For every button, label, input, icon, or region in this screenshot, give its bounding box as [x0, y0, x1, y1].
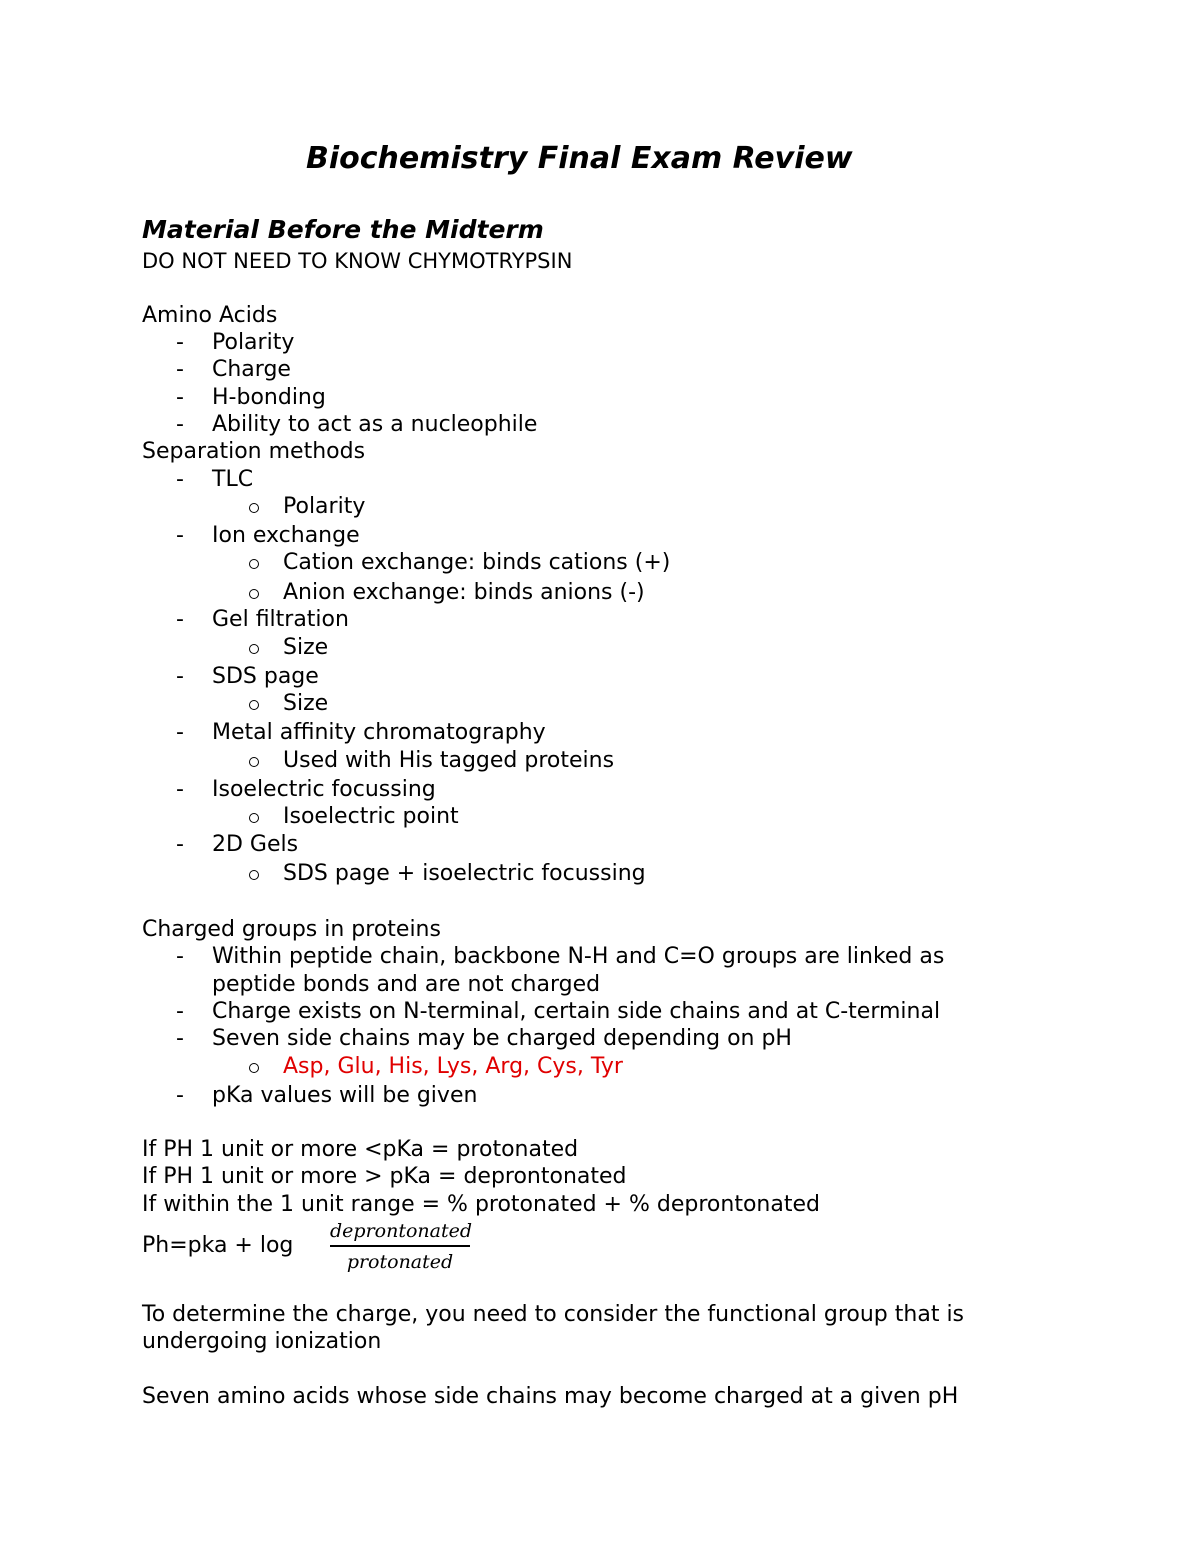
- bullet-dash-icon: -: [176, 385, 184, 410]
- protonation-rule: If within the 1 unit range = % protonated + % deprontonated: [142, 1192, 820, 1217]
- paragraph-line: To determine the charge, you need to consider the functional group that is: [142, 1302, 965, 1327]
- separation-method: Metal affinity chromatography: [212, 720, 546, 745]
- equation-denominator: protonated: [346, 1250, 454, 1273]
- amino-acid-property: Charge: [212, 357, 291, 382]
- separation-method: 2D Gels: [212, 832, 299, 857]
- bullet-dash-icon: -: [176, 832, 184, 857]
- bullet-dash-icon: -: [176, 412, 184, 437]
- bullet-circle-icon: [249, 813, 259, 823]
- bullet-dash-icon: -: [176, 1026, 184, 1051]
- method-detail: Size: [283, 635, 329, 660]
- paragraph-line: Seven amino acids whose side chains may become charged at a given pH: [142, 1384, 959, 1409]
- bullet-circle-icon: [249, 757, 259, 767]
- method-detail: Isoelectric point: [283, 804, 459, 829]
- equation-fraction: [330, 1220, 473, 1273]
- equation-prefix: Ph=pka + log: [142, 1233, 294, 1258]
- charged-groups-item-continued: peptide bonds and are not charged: [212, 972, 601, 997]
- separation-method: Ion exchange: [212, 523, 360, 548]
- bullet-circle-icon: [249, 644, 259, 654]
- amino-acid-property: Ability to act as a nucleophile: [212, 412, 538, 437]
- separation-method: Isoelectric focussing: [212, 777, 436, 802]
- charged-groups-item: Within peptide chain, backbone N-H and C=O groups are linked as: [212, 944, 945, 969]
- protonation-rule: If PH 1 unit or more <pKa = protonated: [142, 1137, 579, 1162]
- charged-groups-item: Charge exists on N-terminal, certain side chains and at C-terminal: [212, 999, 941, 1024]
- equation-numerator: deprontonated: [330, 1220, 473, 1242]
- method-detail: Cation exchange: binds cations (+): [283, 550, 671, 575]
- bullet-dash-icon: -: [176, 607, 184, 632]
- bullet-dash-icon: -: [176, 999, 184, 1024]
- bullet-dash-icon: -: [176, 777, 184, 802]
- bullet-circle-icon: [249, 559, 259, 569]
- bullet-dash-icon: -: [176, 1083, 184, 1108]
- bullet-dash-icon: -: [176, 523, 184, 548]
- bullet-dash-icon: -: [176, 720, 184, 745]
- bullet-dash-icon: -: [176, 944, 184, 969]
- fraction-bar: [330, 1245, 470, 1247]
- bullet-circle-icon: [249, 1063, 259, 1073]
- method-detail: Used with His tagged proteins: [283, 748, 615, 773]
- separation-method: SDS page: [212, 664, 319, 689]
- bullet-dash-icon: -: [176, 664, 184, 689]
- protonation-rule: If PH 1 unit or more > pKa = deprontonated: [142, 1164, 627, 1189]
- amino-acid-property: H-bonding: [212, 385, 326, 410]
- separation-method: Gel filtration: [212, 607, 349, 632]
- charged-amino-acid-list: Asp, Glu, His, Lys, Arg, Cys, Tyr: [283, 1054, 623, 1079]
- amino-acid-property: Polarity: [212, 330, 295, 355]
- method-detail: SDS page + isoelectric focussing: [283, 861, 646, 886]
- bullet-dash-icon: -: [176, 467, 184, 492]
- method-detail: Size: [283, 691, 329, 716]
- bullet-dash-icon: -: [176, 357, 184, 382]
- bullet-circle-icon: [249, 503, 259, 513]
- bullet-circle-icon: [249, 589, 259, 599]
- bullet-dash-icon: -: [176, 330, 184, 355]
- paragraph-line: undergoing ionization: [142, 1329, 382, 1354]
- bullet-circle-icon: [249, 870, 259, 880]
- charged-groups-item: pKa values will be given: [212, 1083, 478, 1108]
- method-detail: Anion exchange: binds anions (-): [283, 580, 645, 605]
- charged-groups-heading: Charged groups in proteins: [142, 917, 441, 942]
- separation-method: TLC: [212, 467, 254, 492]
- notice-text: DO NOT NEED TO KNOW CHYMOTRYPSIN: [142, 249, 573, 273]
- charged-groups-item: Seven side chains may be charged depending on pH: [212, 1026, 792, 1051]
- method-detail: Polarity: [283, 494, 366, 519]
- bullet-circle-icon: [249, 700, 259, 710]
- separation-heading: Separation methods: [142, 439, 366, 464]
- section-heading: Material Before the Midterm: [142, 215, 544, 244]
- page-title: Biochemistry Final Exam Review: [306, 141, 853, 176]
- amino-acids-heading: Amino Acids: [142, 303, 278, 328]
